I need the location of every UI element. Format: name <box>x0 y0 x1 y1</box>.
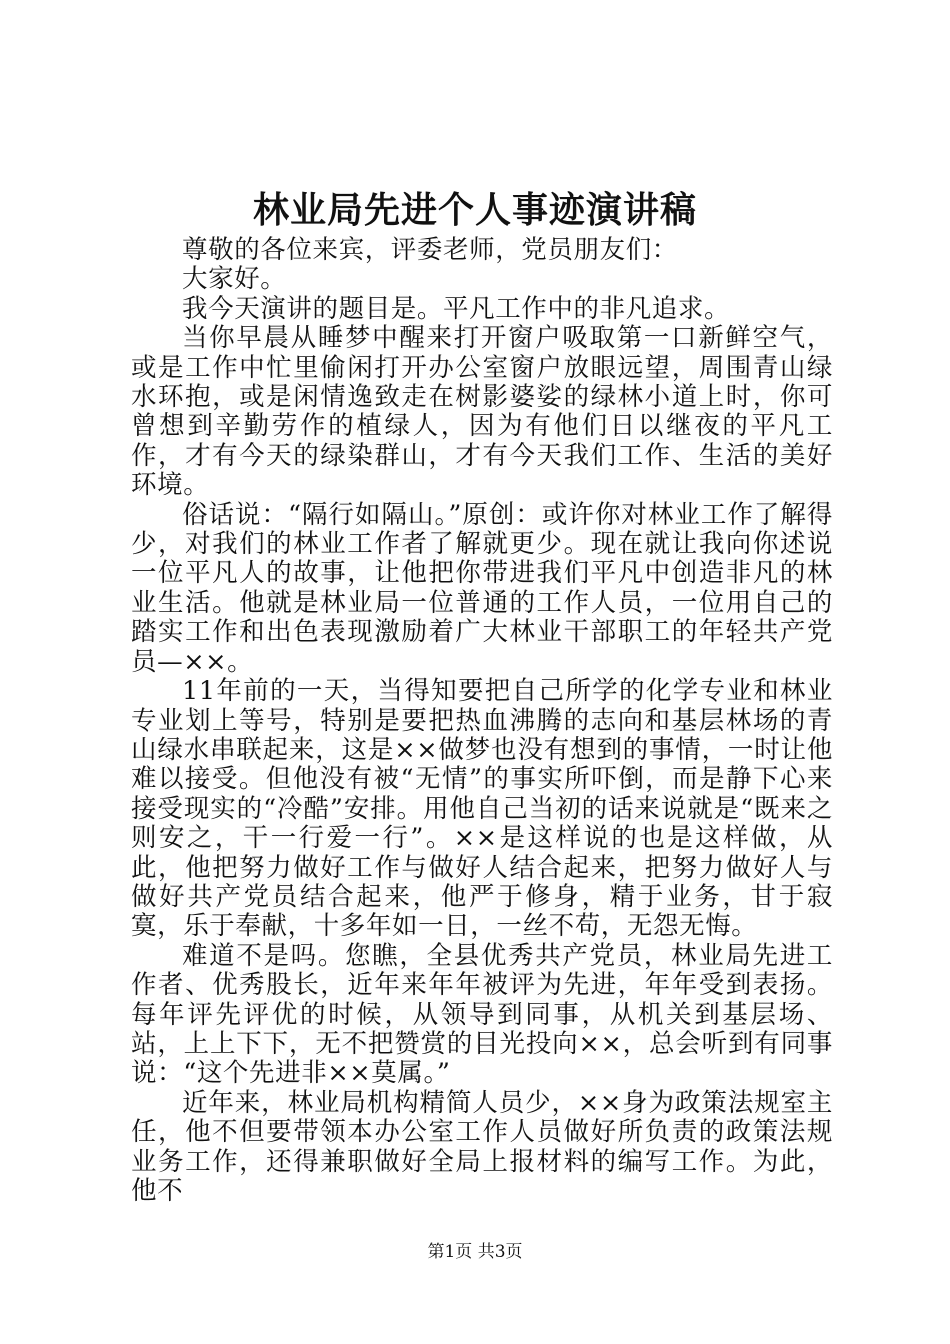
paragraph-greeting: 大家好。 <box>182 264 287 295</box>
paragraph-body: 当你早晨从睡梦中醒来打开窗户吸取第一口新鲜空气，或是工作中忙里偷闲打开办公室窗户放眼远望，周围青山绿水环抱，或是闲情逸致走在树影婆娑的绿林小道上时，你可曾想到辛勤劳作的植绿人，因为有他们日以继夜的平凡工作，才有今天的绿染群山，才有今天我们工作、生活的美好环境。 <box>131 323 833 501</box>
page-number: 第1页 共3页 <box>427 1242 523 1262</box>
document-title: 林业局先进个人事迹演讲稿 <box>252 189 697 231</box>
paragraph-body: 近年来，林业局机构精简人员少，××身为政策法规室主任，他不但要带领本办公室工作人员做好所负责的政策法规业务工作，还得兼职做好全局上报材料的编写工作。为此，他不 <box>131 1087 833 1206</box>
paragraph-body: 难道不是吗。您瞧，全县优秀共产党员，林业局先进工作者、优秀股长，近年来年年被评为先进，年年受到表扬。每年评先评优的时候，从领导到同事，从机关到基层场、站，上上下下，无不把赞赏的目光投向××，总会听到有同事说：“这个先进非××莫属。” <box>131 940 833 1089</box>
paragraph-salutation: 尊敬的各位来宾，评委老师，党员朋友们： <box>182 235 678 265</box>
paragraph-body: 俗话说：“隔行如隔山。”原创：或许你对林业工作了解得少，对我们的林业工作者了解就更少。现在就让我向你述说一位平凡人的故事，让他把你带进我们平凡中创造非凡的林业生活。他就是林业局一位普通的工作人员，一位用自己的踏实工作和出色表现激励着广大林业干部职工的年轻共产党员—××。 <box>131 499 833 677</box>
paragraph-topic: 我今天演讲的题目是。平凡工作中的非凡追求。 <box>182 293 731 324</box>
paragraph-body: 11年前的一天，当得知要把自己所学的化学专业和林业专业划上等号，特别是要把热血沸腾的志向和基层林场的青山绿水串联起来，这是××做梦也没有想到的事情，一时让他难以接受。但他没有被“无情”的事实所吓倒，而是静下心来接受现实的“冷酷”安排。用他自己当初的话来说就是“既来之则安之，干一行爱一行”。××是这样说的也是这样做，从此，他把努力做好工作与做好人结合起来，把努力做好人与做好共产党员结合起来，他严于修身，精于业务，甘于寂寞，乐于奉献，十多年如一日，一丝不苟，无怨无悔。 <box>131 676 833 942</box>
document-body <box>131 236 833 1206</box>
